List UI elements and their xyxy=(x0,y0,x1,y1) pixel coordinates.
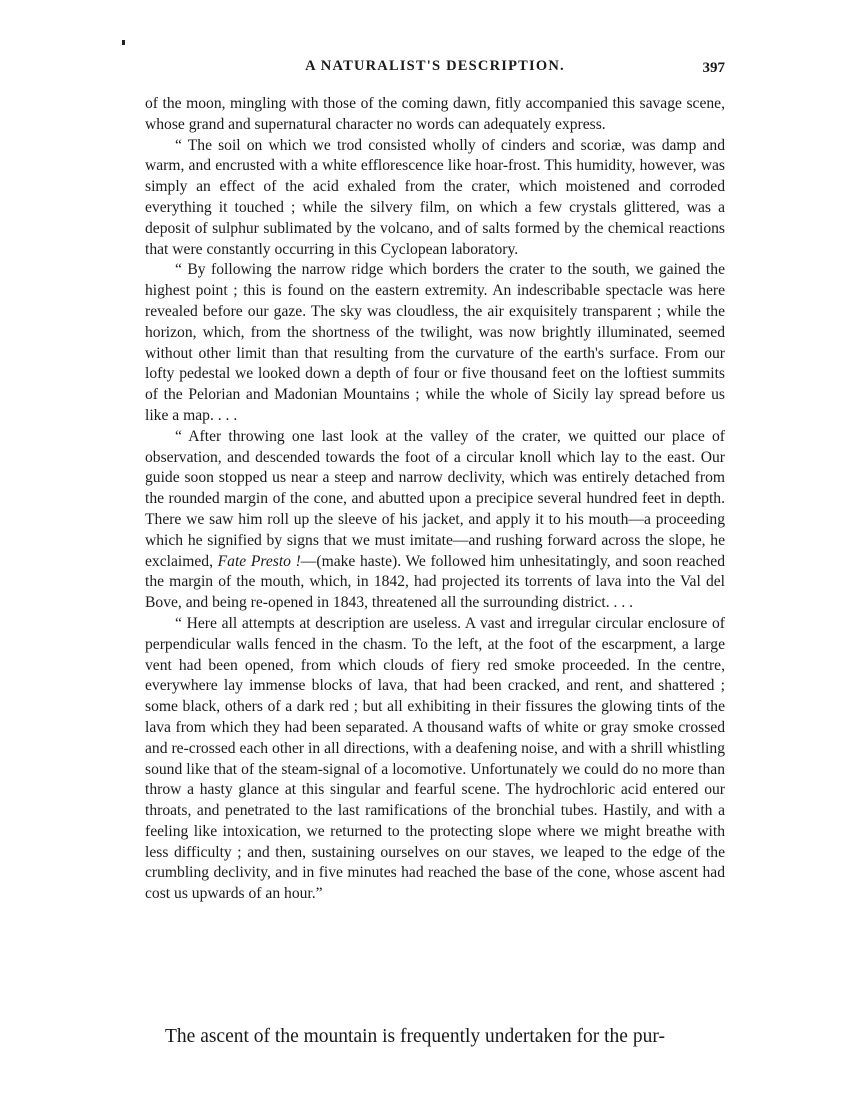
paragraph-description: “ Here all attempts at description are useless. A vast and irregular circular enclosure of perpendicular walls fenced in the chasm. To the left, at the foot of the escarpment, a large vent had been opened, from which clouds of fiery red smoke proceeded. In the centre, everywhere lay immense blocks of lava, that had been cracked, and rent, and shattered ; some black, others of a dark red ; but all exhibiting in their fissures the glowing tints of the lava from which they had been separated. A thousand wafts of white or gray smoke crossed and re-crossed each other in all directions, with a deafening noise, and with a shrill whistling sound like that of the steam-signal of a locomotive. Unfortunately we could do no more than throw a hasty glance at this singular and fearful scene. The hydrochloric acid entered our throats, and penetrated to the last ramifications of the bronchial tubes. Hastily, and with a feeling like intoxication, we returned to the protecting slope where we might breathe with less difficulty ; and then, sustaining ourselves on our staves, we leaped to the edge of the crumbling declivity, and in five minutes had reached the base of the cone, whose ascent had cost us upwards of an hour.” xyxy=(145,614,725,903)
page-number: 397 xyxy=(702,60,725,76)
running-header xyxy=(145,58,725,78)
paragraph-continuation: of the moon, mingling with those of the coming dawn, fitly accompanied this savage scene, whose grand and supernatural character no words can adequately express. xyxy=(145,95,725,133)
next-section-line: The ascent of the mountain is frequently undertaken for the pur- xyxy=(165,1026,665,1047)
paragraph-ridge: “ By following the narrow ridge which borders the crater to the south, we gained the highest point ; this is found on the eastern extremity. An indescribable spectacle was here revealed before our gaze. The sky was cloudless, the air exquisitely transparent ; while the horizon, which, from the shortness of the twilight, was now brightly illuminated, seemed without other limit than that resulting from the curvature of the earth's surface. From our lofty pedestal we looked down a depth of four or five thousand feet on the loftiest summits of the Pelorian and Madonian Mountains ; while the whole of Sicily lay spread before us like a map. . . . xyxy=(145,261,725,424)
print-mark xyxy=(122,40,125,45)
paragraph-descent-part1: “ After throwing one last look at the valley of the crater, we quitted our place of observation, and descended towards the foot of a circular knoll which lay to the east. Our guide soon stopped us near a steep and narrow declivity, which was entirely detached from the rounded margin of the cone, and abutted upon a precipice several hundred feet in depth. There we saw him roll up the sleeve of his jacket, and apply it to his mouth—a proceeding which he signified by signs that we must imitate—and rushing forward across the slope, he exclaimed, xyxy=(145,427,725,570)
italic-phrase: Fate Presto ! xyxy=(217,552,301,570)
paragraph-descent xyxy=(145,427,725,614)
paragraph-descent-part2: —(make haste). We followed him unhesitatingly, and soon reached the margin of the mouth, which, in 1842, had projected its torrents of lava into the Val del Bove, and being re-opened in 1843, threatened all the surrounding district. . . . xyxy=(145,552,726,612)
running-title: A NATURALIST'S DESCRIPTION. xyxy=(305,58,565,74)
paragraph-soil: “ The soil on which we trod consisted wholly of cinders and scoriæ, was damp and warm, and encrusted with a white efflorescence like hoar-frost. This humidity, however, was simply an effect of the acid exhaled from the crater, which moistened and corroded everything it touched ; while the silvery film, on which a few crystals glittered, was a deposit of sulphur sublimated by the volcano, and of salts formed by the chemical reactions that were constantly occurring in this Cyclopean laboratory. xyxy=(145,136,725,258)
body-text xyxy=(145,94,725,905)
